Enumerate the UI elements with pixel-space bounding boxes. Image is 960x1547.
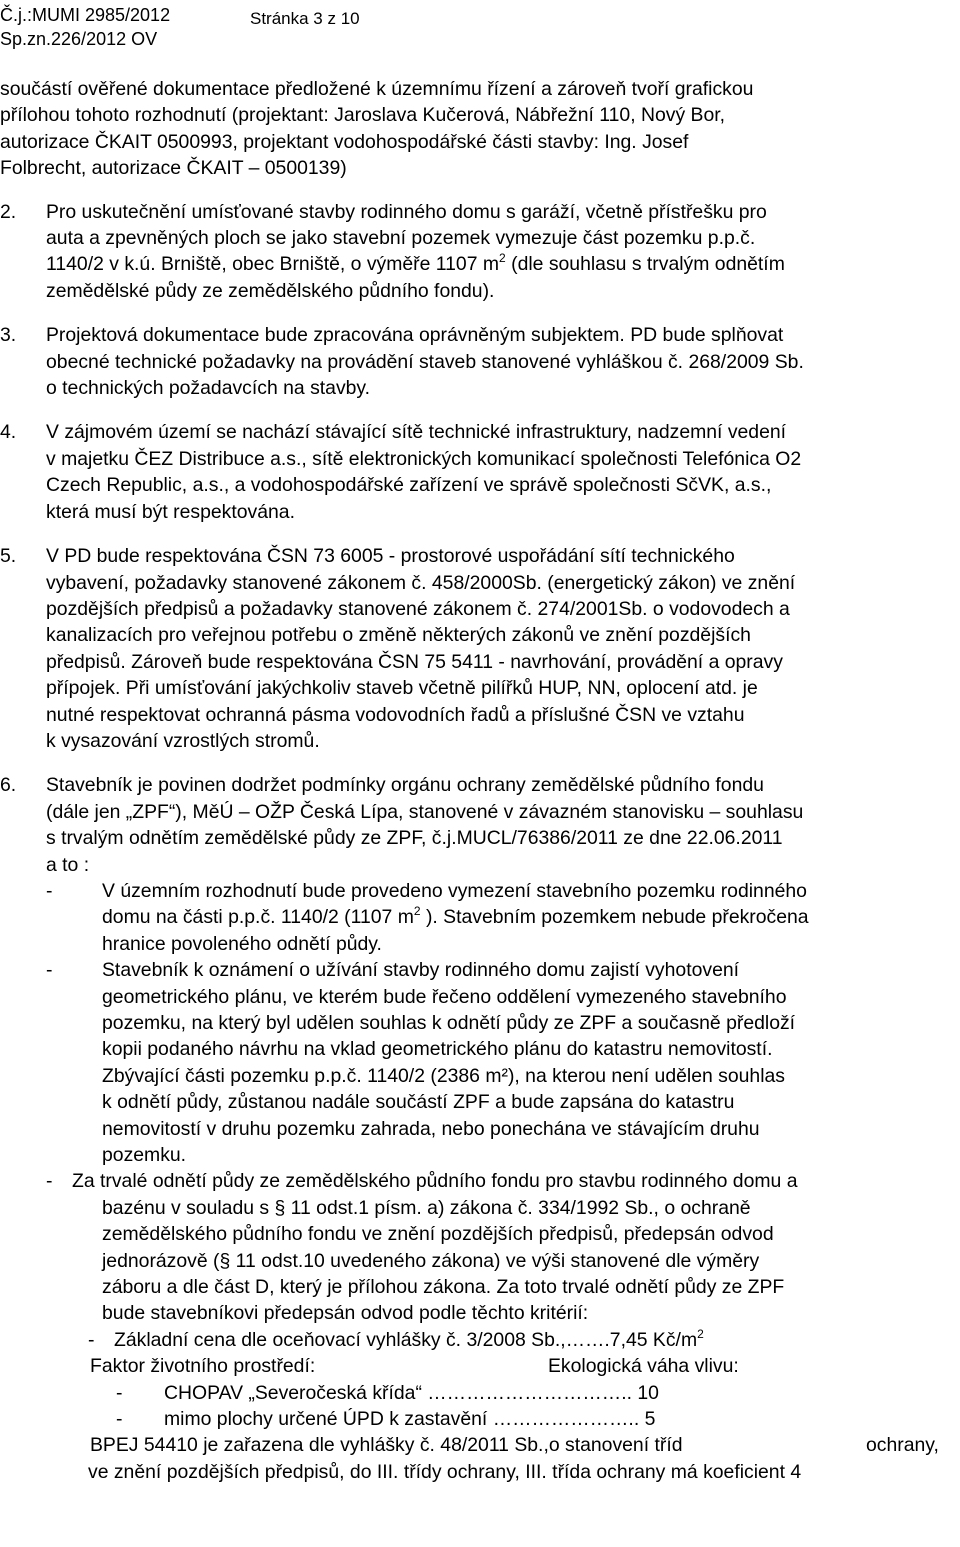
bpej-text: BPEJ 54410 je zařazena dle vyhlášky č. 48/2011 Sb.,o stanovení tříd: [90, 1434, 683, 1457]
dash-marker: -: [116, 1381, 123, 1404]
intro-line: autorizace ČKAIT 0500993, projektant vodohospodářské části stavby: Ing. Josef: [0, 130, 689, 153]
section-line: V zájmovém území se nachází stávající sítě technické infrastruktury, nadzemní vedení: [46, 421, 787, 444]
intro-line: Folbrecht, autorizace ČKAIT – 0500139): [0, 157, 347, 180]
superscript: 2: [499, 251, 506, 266]
section-3: [0, 322, 960, 401]
section-line: obecné technické požadavky na provádění staveb stanovené vyhláškou č. 268/2009 Sb.: [46, 350, 804, 373]
area-text-cont: (dle souhlasu s trvalým odnětím: [505, 253, 785, 276]
section-5: [0, 543, 960, 754]
criteria-item-text: CHOPAV „Severočeská křída“ ………………………….. 10: [164, 1381, 659, 1404]
section-line: Pro uskutečnění umísťované stavby rodinného domu s garáží, včetně přístřešku pro: [46, 200, 767, 223]
superscript: 2: [413, 904, 421, 919]
section-line: přípojek. Při umísťování jakýchkoliv staveb včetně pilířků HUP, NN, oplocení atd. je: [46, 677, 758, 700]
section-line: nutné respektovat ochranná pásma vodovodních řadů a příslušné ČSN ve vztahu: [46, 703, 745, 726]
section-number: 5.: [0, 545, 17, 568]
section-line: Projektová dokumentace bude zpracována oprávněným subjektem. PD bude splňovat: [46, 324, 784, 347]
section-4: [0, 419, 960, 525]
condition-line: zemědělského půdního fondu ve znění pozdějších předpisů, předepsán odvod: [102, 1223, 774, 1246]
condition-line: bude stavebníkovi předepsán odvod podle těchto kritérií:: [102, 1302, 589, 1325]
section-2: [0, 199, 960, 305]
section-line: kanalizacích pro veřejnou potřebu o změně některých zákonů ve znění pozdějších: [46, 624, 751, 647]
intro-line: přílohou tohoto rozhodnutí (projektant: Jaroslava Kučerová, Nábřežní 110, Nový Bor,: [0, 104, 726, 127]
section-6: [0, 772, 960, 1485]
section-line: (dále jen „ZPF“), MěÚ – OŽP Česká Lípa, stanovené v závazném stanovisku – souhlasu: [46, 800, 804, 823]
criteria-base-price: [0, 1327, 960, 1353]
page-number: Stránka 3 z 10: [250, 9, 360, 28]
superscript: 2: [697, 1326, 704, 1341]
criteria-headings: [0, 1353, 960, 1379]
criteria-item: [0, 1380, 960, 1406]
section-line: vybavení, požadavky stanovené zákonem č. 458/2000Sb. (energetický zákon) ve znění: [46, 571, 796, 594]
condition-line: [102, 904, 960, 930]
bpej-line: [0, 1432, 960, 1458]
section-line: v majetku ČEZ Distribuce a.s., sítě elektronických komunikací společnosti Telefónica O2: [46, 447, 802, 470]
condition-line: kopii podaného návrhu na vklad geometrického plánu do katastru nemovitostí.: [102, 1038, 773, 1061]
section-line: zemědělské půdy ze zemědělského půdního fondu).: [46, 279, 495, 302]
section-number: 4.: [0, 421, 17, 444]
dash-marker: -: [46, 959, 53, 982]
condition-line: k odnětí půdy, zůstanou nadále součástí ZPF a bude zapsána do katastru: [102, 1091, 735, 1114]
section-line: auta a zpevněných ploch se jako stavební pozemek vymezuje část pozemku p.p.č.: [46, 227, 756, 250]
bpej-text: ve znění pozdějších předpisů, do III. třídy ochrany, III. třída ochrany má koeficient 4: [88, 1460, 802, 1483]
page-header: [0, 4, 600, 50]
area-text: 1140/2 v k.ú. Brniště, obec Brniště, o výměře 1107 m: [46, 253, 500, 276]
condition-line: nemovitostí v druhu pozemku zahrada, nebo ponechána ve stávajícím druhu: [102, 1117, 760, 1140]
condition-line: V územním rozhodnutí bude provedeno vymezení stavebního pozemku rodinného: [102, 879, 807, 902]
eco-weight-label: Ekologická váha vlivu:: [548, 1355, 739, 1378]
intro-paragraph: [0, 76, 960, 182]
section-line: s trvalým odnětím zemědělské půdy ze ZPF, č.j.MUCL/76386/2011 ze dne 22.06.2011: [46, 827, 783, 850]
condition-line: pozemku.: [102, 1144, 187, 1167]
condition-line: hranice povoleného odnětí půdy.: [102, 932, 382, 955]
bpej-text-end: ochrany,: [866, 1434, 939, 1457]
section-line: předpisů. Zároveň bude respektována ČSN 75 5411 - navrhování, provádění a opravy: [46, 650, 783, 673]
section-line: [46, 251, 960, 277]
section-line: Stavebník je povinen dodržet podmínky orgánu ochrany zemědělské půdního fondu: [46, 774, 764, 797]
section-number: 2.: [0, 200, 17, 223]
condition-line: Stavebník k oznámení o užívání stavby rodinného domu zajistí vyhotovení: [102, 959, 740, 982]
condition-line: pozemku, na který byl udělen souhlas k odnětí půdy ze ZPF a současně předloží: [102, 1012, 796, 1034]
section-line: k vysazování vzrostlých stromů.: [46, 729, 320, 752]
bpej-line: [0, 1459, 960, 1485]
area-text: domu na části p.p.č. 1140/2 (1107 m: [102, 906, 414, 929]
section-number: 6.: [0, 774, 17, 797]
intro-line: součástí ověřené dokumentace předložené k územnímu řízení a zároveň tvoří grafickou: [0, 78, 754, 100]
condition-line: bazénu v souladu s § 11 odst.1 písm. a) zákona č. 334/1992 Sb., o ochraně: [102, 1196, 751, 1219]
section-line: o technických požadavcích na stavby.: [46, 377, 371, 400]
base-price-text: [114, 1327, 704, 1353]
criteria-item: [0, 1406, 960, 1432]
file-number: Sp.zn.226/2012 OV: [0, 29, 158, 49]
dash-marker: -: [46, 879, 53, 902]
condition-line: geometrického plánu, ve kterém bude řečeno oddělení vymezeného stavebního: [102, 985, 787, 1008]
section-number: 3.: [0, 324, 17, 347]
document-body: [0, 76, 960, 1485]
dash-marker: -: [88, 1328, 95, 1351]
dash-marker: -: [116, 1408, 123, 1431]
env-factor-label: Faktor životního prostředí:: [90, 1355, 316, 1378]
condition-line: Za trvalé odnětí půdy ze zemědělského půdního fondu pro stavbu rodinného domu a: [72, 1170, 798, 1193]
condition-item: [0, 1168, 960, 1326]
base-price-label: Základní cena dle oceňovací vyhlášky č. 3/2008 Sb.,…….7,45 Kč/m: [114, 1328, 698, 1351]
section-line: která musí být respektována.: [46, 500, 295, 523]
section-line: a to :: [46, 853, 90, 876]
condition-item: [0, 878, 960, 957]
criteria-item-text: mimo plochy určené ÚPD k zastavění ………………….. 5: [164, 1408, 656, 1431]
section-line: V PD bude respektována ČSN 73 6005 - prostorové uspořádání sítí technického: [46, 545, 735, 568]
condition-item: [0, 957, 960, 1168]
dash-marker: -: [46, 1170, 53, 1193]
condition-line: Zbývající části pozemku p.p.č. 1140/2 (2386 m²), na kterou není udělen souhlas: [102, 1064, 785, 1087]
condition-line: jednorázově (§ 11 odst.10 uvedeného zákona) ve výši stanovené dle výměry: [102, 1249, 760, 1272]
section-line: Czech Republic, a.s., a vodohospodářské zařízení ve správě společnosti SčVK, a.s.,: [46, 474, 772, 497]
reference-number: Č.j.:MUMI 2985/2012: [0, 5, 171, 25]
condition-line: záboru a dle část D, který je přílohou zákona. Za toto trvalé odnětí půdy ze ZPF: [102, 1276, 785, 1299]
area-text-cont: ). Stavebním pozemkem nebude překročena: [420, 906, 809, 929]
criteria-block: [0, 1327, 960, 1485]
section-line: pozdějších předpisů a požadavky stanovené zákonem č. 274/2001Sb. o vodovodech a: [46, 597, 790, 620]
